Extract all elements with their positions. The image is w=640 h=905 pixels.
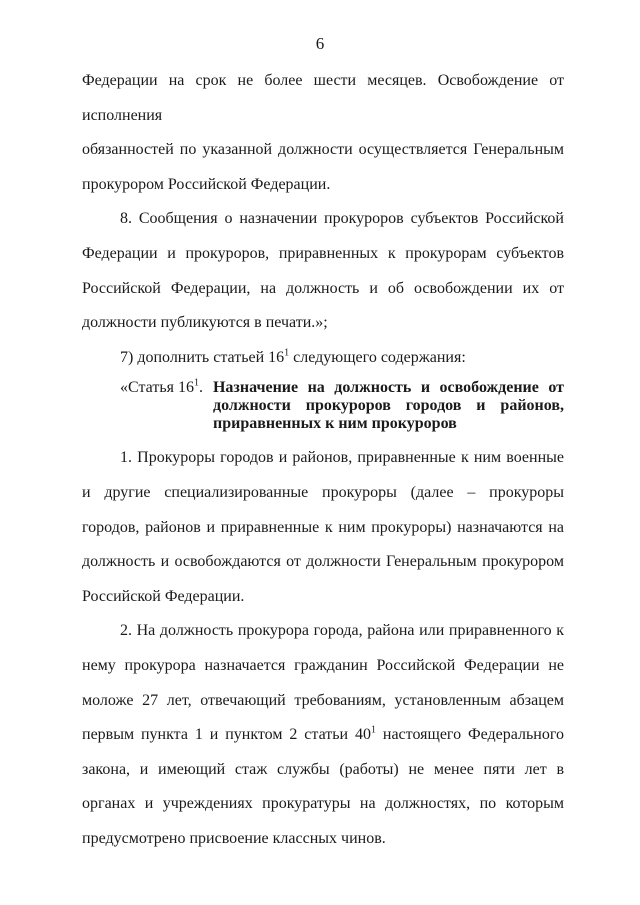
superscript: 1 [371, 724, 376, 736]
article-heading: Назначение на должность и освобождение от должности прокуроров городов и районов, приравненных к ним прокуроров [212, 379, 564, 433]
paragraph-line: Федерации на срок не более шести месяцев. Освобождение от исполнения [82, 72, 564, 124]
paragraph-text: 2. На должность прокурора города, района или приравненного к нему прокурора назначается гражданин Российской Федерации не моложе 27 лет, отвечающий требованиям, установленным абзацем первым пункта 1 и пунктом 2 статьи 40 [82, 622, 564, 744]
superscript: 1 [284, 347, 290, 359]
paragraph-article-item-1: 1. Прокуроры городов и районов, приравненные к ним военные и другие специализированные прокуроры (далее – прокуроры городов, районов и приравненные к ним прокуроры) назначаются на должность и освобождаются от должности Генеральным прокурором Российской Федерации. [82, 449, 564, 605]
amendment-text: 7) дополнить статьей 16 [120, 348, 285, 366]
amendment-text: следующего содержания: [289, 348, 466, 366]
paragraph-line: прокурором Российской Федерации. [82, 175, 331, 193]
paragraph-text: настоящего Федерального закона, и имеющий стаж службы (работы) не менее пяти лет в органах и учреждениях прокуратуры на должностях, по которым предусмотрено присвоение классных чинов. [82, 726, 564, 847]
paragraph-article-item-2 [82, 614, 564, 856]
superscript: 1 [193, 378, 199, 390]
paragraph-item-8: 8. Сообщения о назначении прокуроров субъектов Российской Федерации и прокуроров, приравненных к прокурорам субъектов Российской Федерации, на должность и об освобождении их от должности публикуются в печати.»; [82, 210, 564, 332]
paragraph-line: обязанностей по указанной должности осуществляется Генеральным [82, 141, 564, 159]
paragraph-amendment-7 [82, 341, 564, 376]
article-header [82, 379, 564, 433]
paragraph-continuation [82, 64, 564, 202]
article-label: «Статья $16^1$. [120, 378, 203, 397]
page-number: 6 [315, 34, 325, 53]
document-body [82, 64, 564, 856]
